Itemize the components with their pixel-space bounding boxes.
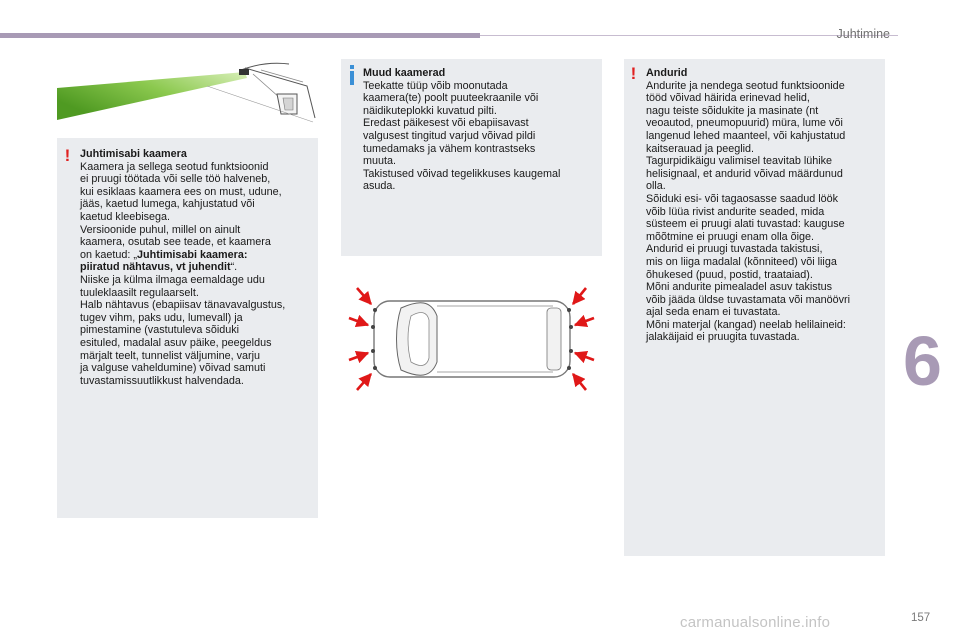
camera-warning-body-2: “. Niiske ja külma ilmaga eemaldage udu tuuleklaasilt regulaarselt. Halb nähtavus (ebapiisav tänavavalgustus, tugev vihm, paks udu, lumevall) ja pimestamine (vastutuleva sõiduki esituled, madalal asuv päike, peegeldus märjalt teelt, tunnelist väljumine, varju ja valguse vaheldumine) võivad samuti tuvastamissuutlikkust halvendada. <box>80 261 286 387</box>
sensors-warning-title: Andurid <box>646 67 688 79</box>
camera-field-of-view <box>57 72 247 120</box>
page-number: 157 <box>911 612 931 624</box>
camera-warning-box <box>57 138 318 518</box>
section-title: Juhtimine <box>836 27 890 41</box>
header-rule <box>480 35 898 36</box>
camera-warning-message: Juhtimisabi kaamera: piiratud nähtavus, vt juhendit <box>80 248 248 274</box>
other-cameras-info-box <box>341 59 602 256</box>
other-cameras-body: Teekatte tüüp võib moonutada kaamera(te) poolt puuteekraanile või näidikuteplokki kuvatud pilti. Eredast päikesest või ebapiisavast valgusest tingitud varjud võivad pildi tumedamaks ja vähem kontrastseks muuta. Takistused võivad tegelikkuses kaugemal asuda. <box>363 79 561 193</box>
windscreen-camera-illustration <box>57 56 318 128</box>
chapter-number: 6 <box>903 322 942 400</box>
sensors-warning-box <box>624 59 885 556</box>
camera-warning-body-1: Kaamera ja sellega seotud funktsioonid ei pruugi töötada või selle töö halveneb, kui esiklaas kaamera ees on must, udune, jääs, kaetud lumega, kahjustatud või kaetud kleebisega. Versioonide puhul, millel on ainult kaamera, osutab see teade, et kaamera on kaetud: „ <box>80 160 282 261</box>
camera-icon <box>239 69 249 75</box>
camera-warning-title: Juhtimisabi kaamera <box>80 148 187 160</box>
warning-exclamation-icon: ! <box>64 146 71 165</box>
car-top-view-sensors-illustration <box>341 280 602 395</box>
camera-warning-text <box>80 148 316 387</box>
sensors-warning-text <box>646 67 882 344</box>
header-accent-bar <box>0 33 480 38</box>
warning-exclamation-icon: ! <box>630 64 637 83</box>
other-cameras-title: Muud kaamerad <box>363 67 446 79</box>
info-icon <box>347 65 357 85</box>
watermark: carmanualsonline.info <box>680 614 831 631</box>
sensors-warning-body: Andurite ja nendega seotud funktsioonide tööd võivad häirida erinevad helid, nagu teiste sõidukite ja masinate (nt veoautod, pneumopuurid) müra, lume või langenud lehed maanteel, või kahjustatud kaitserauad ja peeglid. Tagurpidikäigu valimisel teavitab lühike helisignaal, et andurid võivad määrdunud olla. Sõiduki esi- või tagaosasse saadud löök võib lüüa rivist andurite seaded, mida süsteem ei pruugi alati tuvastad: kauguse mõõtmine ei pruugi enam olla õige. Andurid ei pruugi tuvastada takistusi, mis on liiga madalal (kõnniteed) või liiga õhukesed (puud, postid, traataiad). Mõni andurite pimealadel asuv takistus võib jääda üldse tuvastamata või manöövri ajal seda enam ei tuvastata. Mõni materjal (kangad) neelab helilaineid: jalakäijaid ei pruugita tuvastada. <box>646 79 851 344</box>
other-cameras-text <box>363 67 599 193</box>
